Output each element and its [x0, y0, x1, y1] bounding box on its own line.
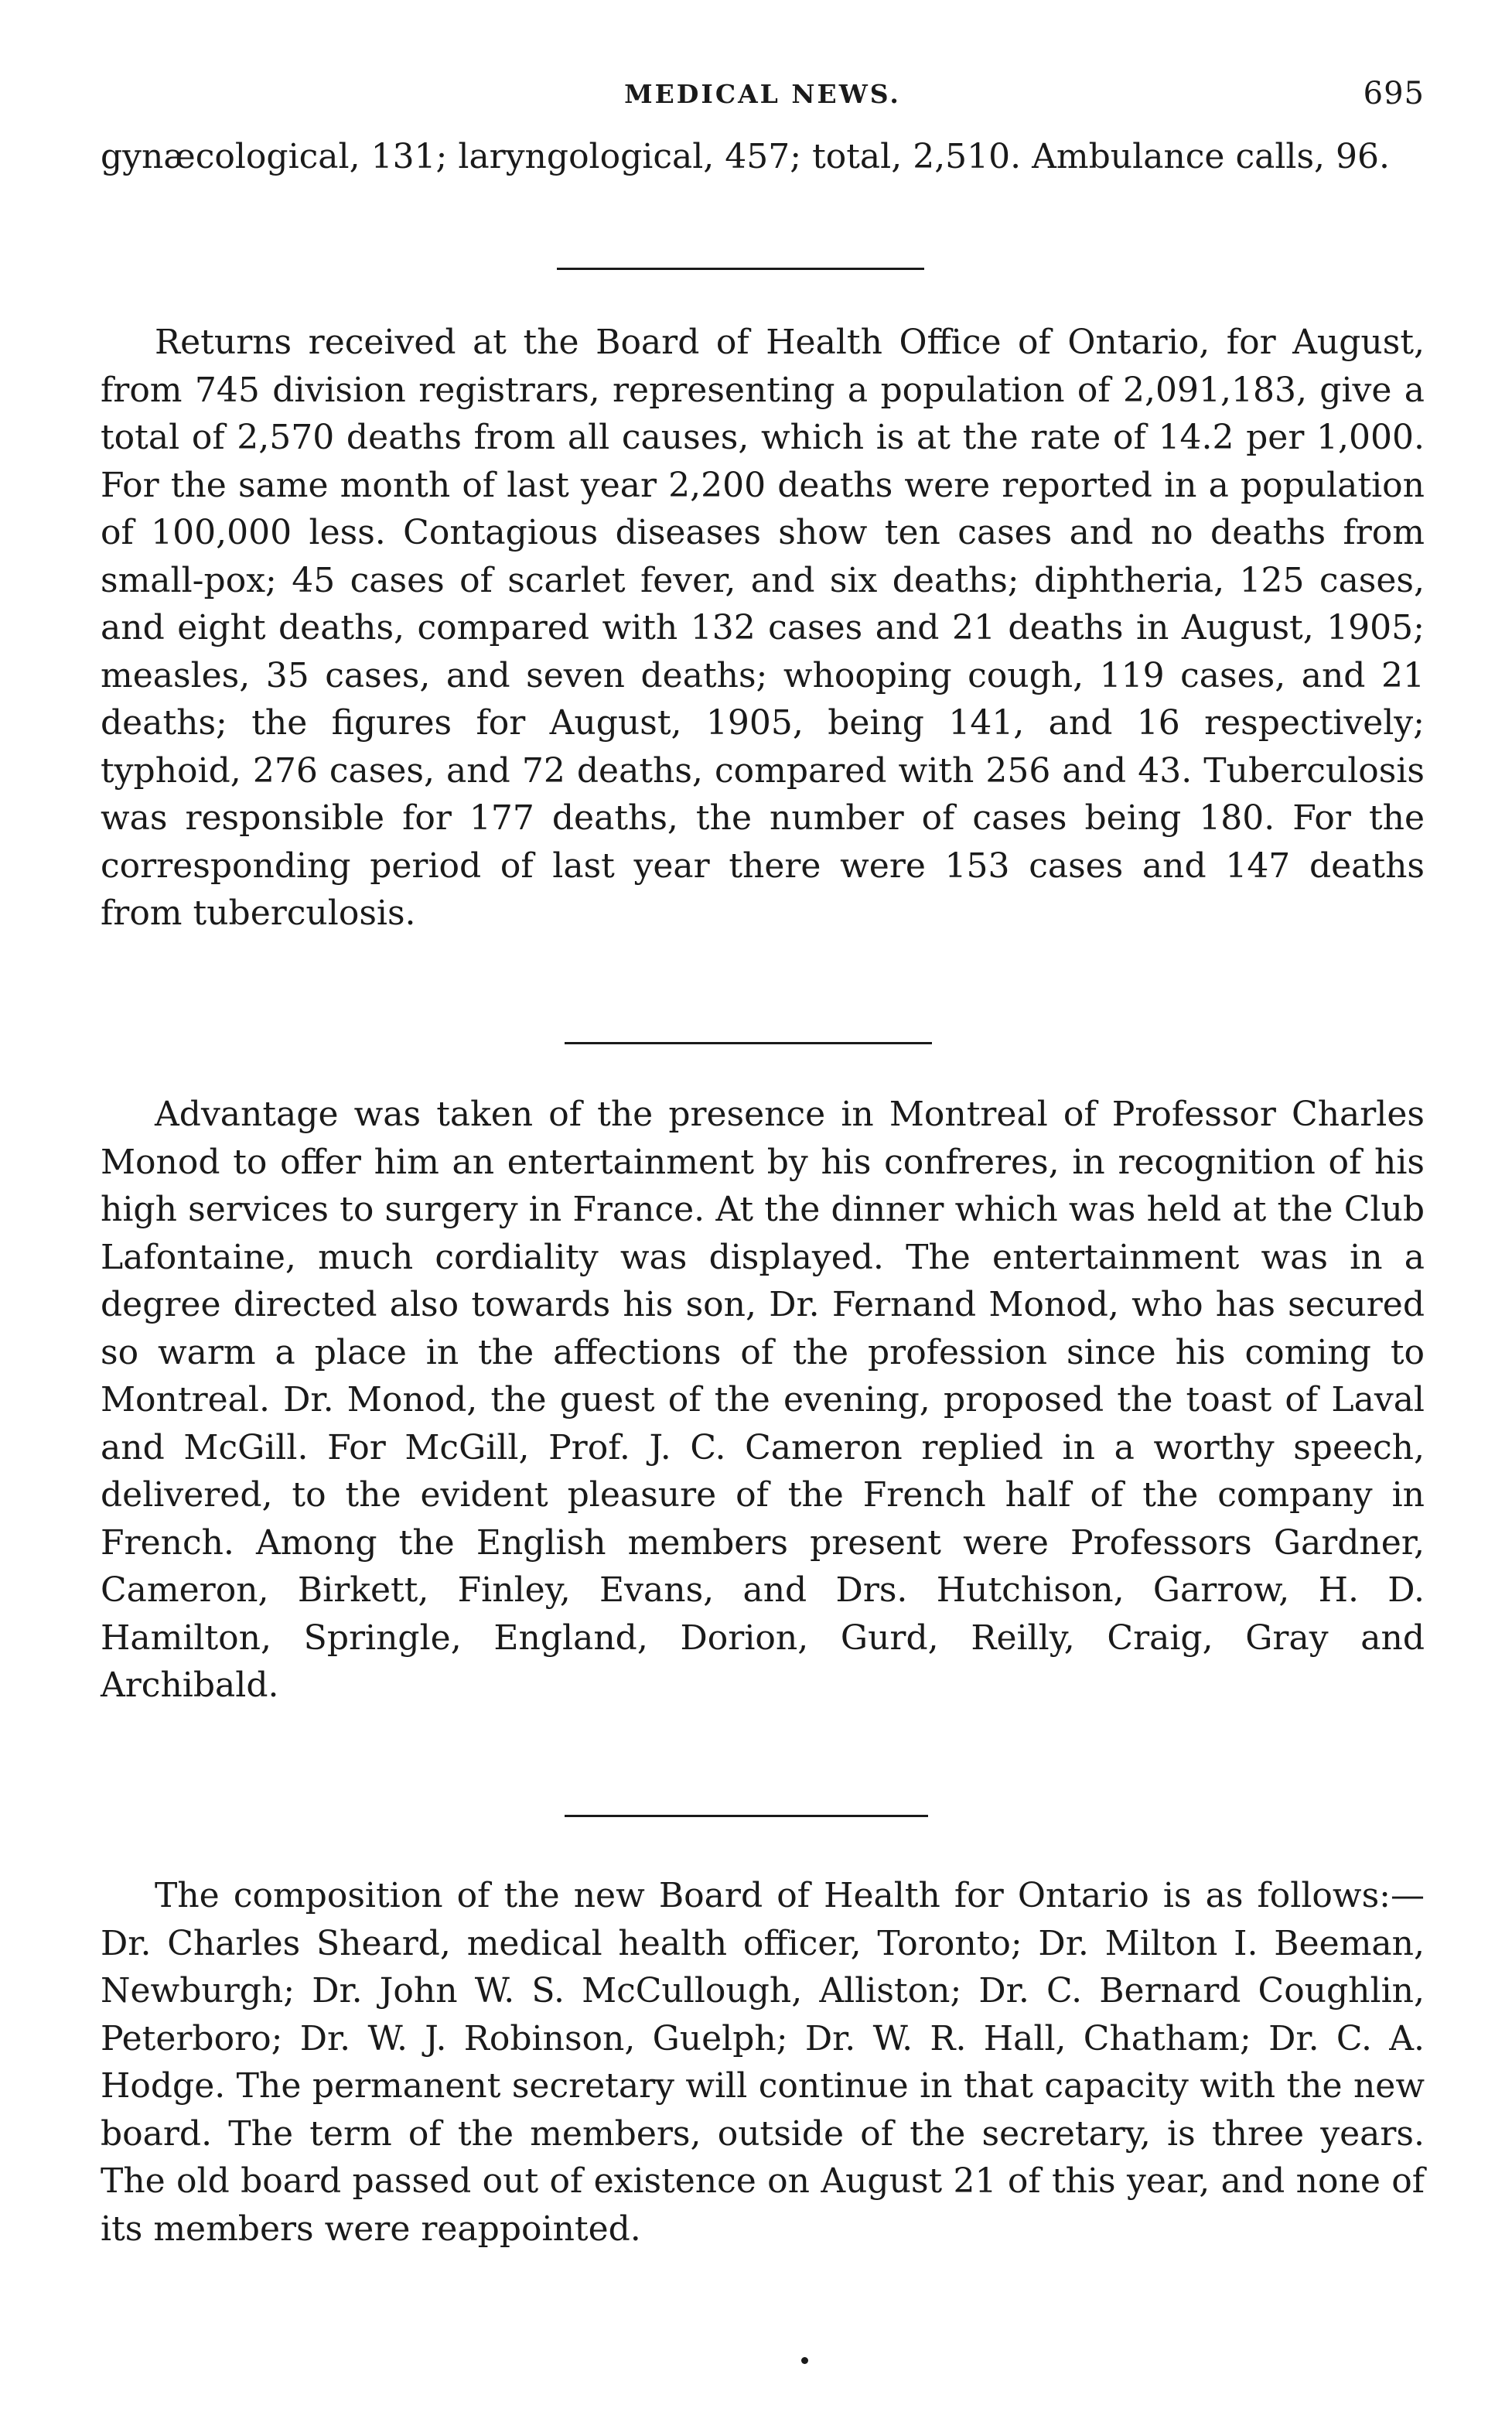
stray-ink-mark [801, 2357, 808, 2364]
paragraph-4-text: The composition of the new Board of Health for Ontario is as follows:—Dr. Charles Sheard, medical health officer, Toronto; Dr. Milton I. Beeman, Newburgh; Dr. John W. S. McCullough, Alliston; Dr. C. Bernard Coughlin, Peterboro; Dr. W. J. Robinson, Guelph; Dr. W. R. Hall, Chatham; Dr. C. A. Hodge. The permanent secretary will continue in that capacity with the new board. The term of the members, outside of the secretary, is three years. The old board passed out of existence on August 21 of this year, and none of its members were reappointed. [101, 1876, 1425, 2249]
section-divider-2 [565, 1042, 932, 1044]
paragraph-continuation [101, 133, 1425, 181]
running-title: MEDICAL NEWS. [624, 79, 901, 109]
paragraph-board-returns [101, 319, 1425, 938]
page-number: 695 [1363, 76, 1425, 111]
paragraph-monod-dinner [101, 1091, 1425, 1710]
paragraph-1-text: gynæcological, 131; laryngological, 457; total, 2,510. Ambulance calls, 96. [101, 137, 1390, 176]
paragraph-3-text: Advantage was taken of the presence in Montreal of Professor Charles Monod to offer him an entertainment by his confreres, in recognition of his high services to surgery in France. At the dinner which was held at the Club Lafontaine, much cordiality was displayed. The entertainment was in a degree directed also towards his son, Dr. Fernand Monod, who has secured so warm a place in the affections of the profession since his coming to Montreal. Dr. Monod, the guest of the evening, proposed the toast of Laval and McGill. For McGill, Prof. J. C. Cameron replied in a worthy speech, delivered, to the evident pleasure of the French half of the company in French. Among the English members present were Professors Gardner, Cameron, Birkett, Finley, Evans, and Drs. Hutchison, Garrow, H. D. Hamilton, Springle, England, Dorion, Gurd, Reilly, Craig, Gray and Archibald. [101, 1095, 1425, 1705]
section-divider-1 [557, 268, 924, 270]
section-divider-3 [565, 1815, 928, 1817]
paragraph-board-composition [101, 1872, 1425, 2253]
paragraph-2-text: Returns received at the Board of Health Office of Ontario, for August, from 745 division registrars, representing a population of 2,091,183, give a total of 2,570 deaths from all causes, which is at the rate of 14.2 per 1,000. For the same month of last year 2,200 deaths were reported in a population of 100,000 less. Contagious diseases show ten cases and no deaths from small-pox; 45 cases of scarlet fever, and six deaths; diphtheria, 125 cases, and eight deaths, compared with 132 cases and 21 deaths in August, 1905; measles, 35 cases, and seven deaths; whooping cough, 119 cases, and 21 deaths; the figures for August, 1905, being 141, and 16 respectively; typhoid, 276 cases, and 72 deaths, compared with 256 and 43. Tuberculosis was responsible for 177 deaths, the number of cases being 180. For the corresponding period of last year there were 153 cases and 147 deaths from tuberculosis. [101, 323, 1425, 933]
running-head [101, 76, 1425, 114]
